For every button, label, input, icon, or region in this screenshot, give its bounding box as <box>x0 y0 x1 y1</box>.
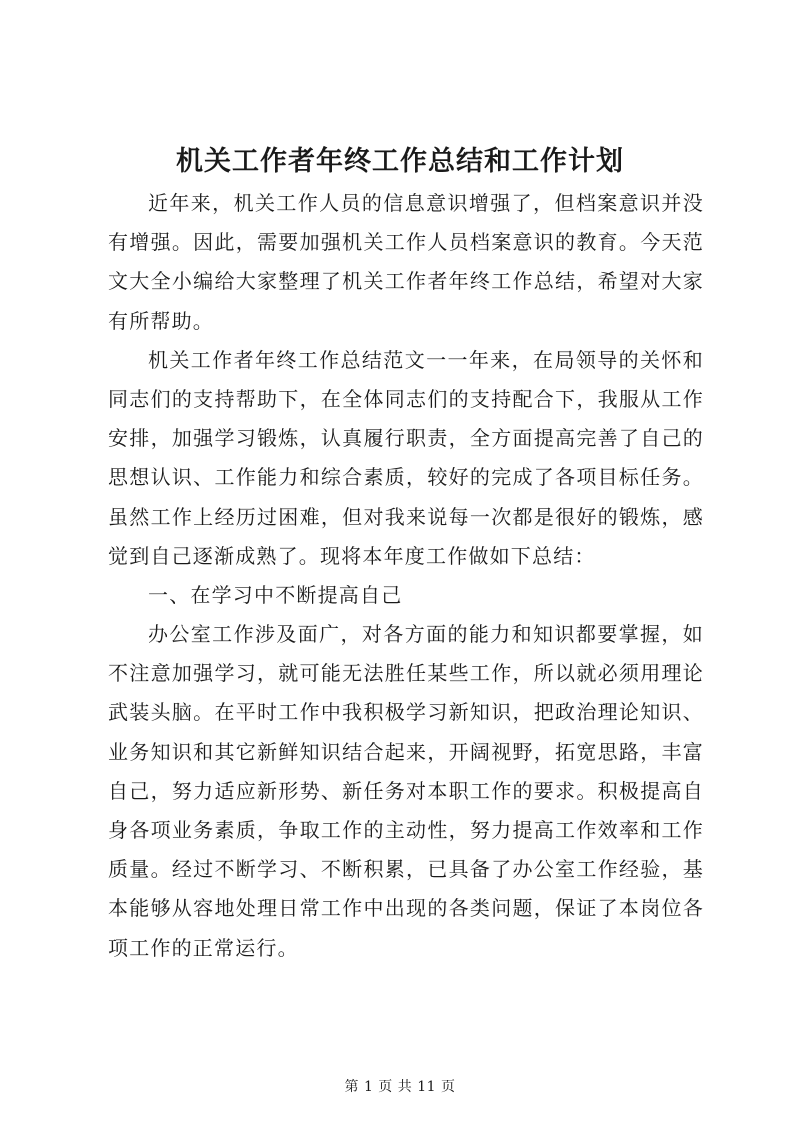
paragraph-line: 本能够从容地处理日常工作中出现的各类问题，保证了本岗位各 <box>108 896 704 921</box>
paragraph-line: 质量。经过不断学习、不断积累，已具备了办公室工作经验，基 <box>108 857 704 882</box>
paragraph-line: 不注意加强学习，就可能无法胜任某些工作，所以就必须用理论 <box>108 661 704 686</box>
page-number-footer: 第 1 页 共 11 页 <box>344 1079 456 1095</box>
paragraph-line: 自己，努力适应新形势、新任务对本职工作的要求。积极提高自 <box>108 778 704 803</box>
document-title: 机关工作者年终工作总结和工作计划 <box>176 146 624 177</box>
paragraph-line: 有增强。因此，需要加强机关工作人员档案意识的教育。今天范 <box>108 230 704 255</box>
paragraph-line: 近年来，机关工作人员的信息意识增强了，但档案意识并没 <box>148 191 704 215</box>
paragraph-line: 有所帮助。 <box>108 308 214 333</box>
section-heading-text: 一、在学习中不断提高自己 <box>148 582 403 607</box>
paragraph-line: 思想认识、工作能力和综合素质，较好的完成了各项目标任务。 <box>108 465 704 490</box>
paragraph <box>108 341 704 576</box>
paragraph-line: 安排，加强学习锻炼，认真履行职责，全方面提高完善了自己的 <box>108 426 704 451</box>
paragraph <box>108 615 704 968</box>
paragraph-line: 文大全小编给大家整理了机关工作者年终工作总结，希望对大家 <box>108 269 704 294</box>
paragraph-line: 机关工作者年终工作总结范文一一年来，在局领导的关怀和 <box>148 347 704 372</box>
paragraph-line: 觉到自己逐渐成熟了。现将本年度工作做如下总结： <box>108 543 596 568</box>
paragraph <box>108 184 704 341</box>
paragraph-line: 武装头脑。在平时工作中我积极学习新知识，把政治理论知识、 <box>108 700 704 725</box>
document-body <box>108 184 704 968</box>
section-heading <box>108 576 704 615</box>
paragraph-line: 同志们的支持帮助下，在全体同志们的支持配合下，我服从工作 <box>108 386 704 411</box>
paragraph-line: 业务知识和其它新鲜知识结合起来，开阔视野，拓宽思路，丰富 <box>108 739 704 764</box>
paragraph-line: 虽然工作上经历过困难，但对我来说每一次都是很好的锻炼，感 <box>108 504 704 529</box>
paragraph-line: 办公室工作涉及面广，对各方面的能力和知识都要掌握，如 <box>148 622 704 647</box>
paragraph-line: 身各项业务素质，争取工作的主动性，努力提高工作效率和工作 <box>108 818 704 842</box>
paragraph-line: 项工作的正常运行。 <box>108 935 299 960</box>
